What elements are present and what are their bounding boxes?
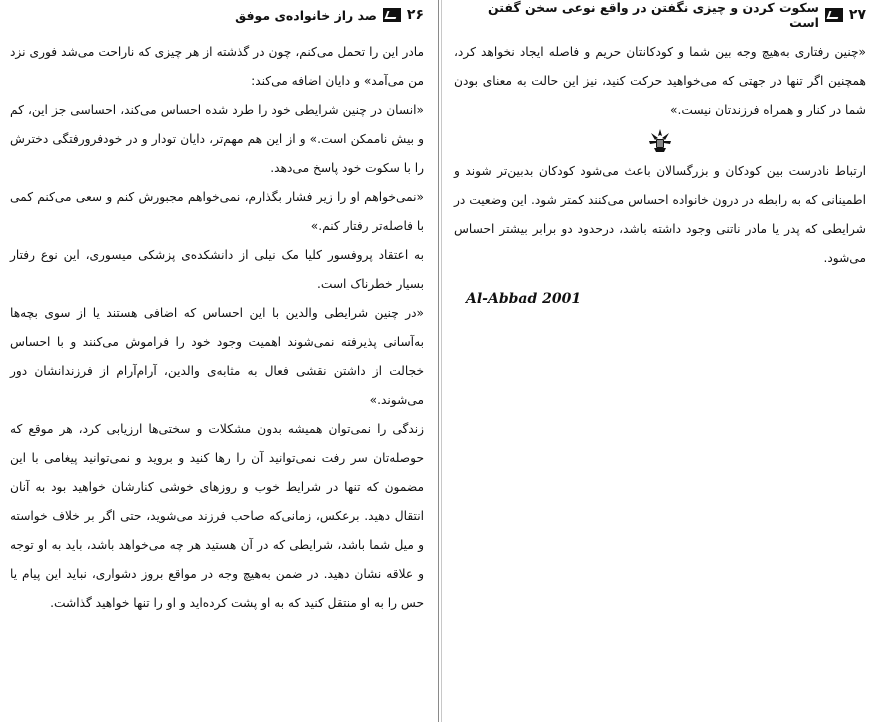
page-number: ۲۷ (848, 7, 866, 23)
page-gutter-line (438, 0, 439, 722)
chapter-marker-icon (825, 8, 843, 22)
running-head-title: سکوت کردن و چیزی نگفتن در واقع نوعی سخن گفتن است (487, 0, 819, 30)
paragraph: «نمی‌خواهم او را زیر فشار بگذارم، نمی‌خواهم مجبورش کنم و سعی می‌کنم کمی با فاصله‌تر رفتار کنم.» (10, 190, 424, 233)
running-head-title: صد راز خانواده‌ی موفق (235, 7, 377, 23)
paragraph: «در چنین شرایطی والدین با این احساس که اضافی هستند یا از سوی بچه‌ها به‌آسانی پذیرفته نمی‌شوند اهمیت وجود خود را فراموش می‌کنند و با احساس خجالت از داشتن نقشی فعال به مثابه‌ی والدین، آرام‌آرام از فرزندانشان دور می‌شوند.» (10, 306, 424, 407)
left-page-header (10, 2, 424, 28)
right-page (444, 0, 878, 722)
paragraph: به اعتقاد پروفسور کلیا مک نیلی از دانشکده‌ی پزشکی میسوری، این نوع رفتار بسیار خطرناک است. (10, 248, 424, 291)
paragraph: ارتباط نادرست بین کودکان و بزرگسالان باعث می‌شود کودکان بدبین‌تر شوند و اطمینانی که به رابطه در درون خانواده احساس می‌کنند کمتر شود. این وضعیت در شرایطی که پدر یا مادر ناتنی وجود داشته باشد، درحدود دو برابر بیشتر احساس می‌شود. (454, 164, 866, 265)
chapter-marker-icon (383, 8, 401, 22)
paragraph: «انسان در چنین شرایطی خود را طرد شده احساس می‌کند، احساسی جز این، کم و بیش ناممکن است.» و از این هم مهم‌تر، دایان تودار و در خودفرورفتگی دخترش را با سکوت خود پاسخ می‌دهد. (10, 103, 424, 175)
signature-citation: Al-Abbad 2001 (466, 291, 582, 307)
paragraph: «چنین رفتاری به‌هیچ وجه بین شما و کودکانتان حریم و فاصله ایجاد نخواهد کرد، همچنین اگر تنها در جهتی که می‌خواهید حرکت کنید، نیز این حالت به معنای بودن شما در کنار و همراه فرزندتان نیست.» (454, 45, 866, 117)
paragraph: زندگی را نمی‌توان همیشه بدون مشکلات و سختی‌ها ارزیابی کرد، هر موقع که حوصله‌تان سر رفت نمی‌توانید آن را رها کنید و بروید و نمی‌توانید پیغامی با این مضمون که تنها در شرایط خوب و روزهای خوشی کنارشان خواهید بود به آنان انتقال دهید. برعکس، زمانی‌که صاحب فرزند می‌شوید، حتی اگر بر خلاف خواسته و میل شما باشد، شرایطی که در آن هستید هر چه می‌خواهد باشد، باید به او توجه و علاقه نشان دهید. در ضمن به‌هیچ وجه در مواقع بروز دشواری، نباید این پیام یا حس را به او منتقل کنید که به او پشت کرده‌اید و او را تنها خواهید گذاشت. (10, 422, 424, 610)
right-page-header (454, 2, 866, 28)
page-number: ۲۶ (406, 7, 424, 23)
floral-ornament-icon (454, 127, 866, 153)
page-gutter-shadow (441, 0, 442, 722)
left-page (0, 0, 436, 722)
paragraph: مادر این را تحمل می‌کنم، چون در گذشته از هر چیزی که ناراحت می‌شد فوری نزد من می‌آمد» و دایان اضافه می‌کند: (10, 45, 424, 88)
